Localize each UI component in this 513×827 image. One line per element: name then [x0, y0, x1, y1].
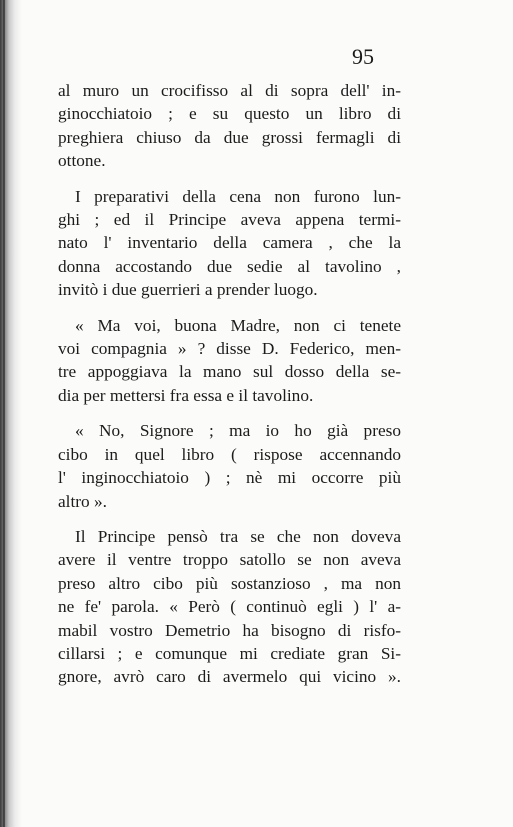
body-text [58, 79, 401, 689]
paragraph [58, 79, 401, 173]
text-line: Il Principe pensò tra se che non doveva [75, 526, 401, 546]
text-line: cibo in quel libro ( rispose accennando [58, 444, 401, 464]
paragraph [58, 525, 401, 689]
text-line: cillarsi ; e comunque mi crediate gran Si- [58, 643, 401, 663]
text-line: preso altro cibo più sostanzioso , ma non [58, 573, 401, 593]
paragraph [58, 314, 401, 408]
text-line: dia per mettersi fra essa e il tavolino. [58, 385, 314, 405]
text-line: gnore, avrò caro di avermelo qui vicino ». [58, 667, 401, 687]
text-line: al muro un crocifisso al di sopra dell' in- [58, 81, 401, 100]
text-line: preghiera chiuso da due grossi fermagli di [58, 127, 401, 147]
text-line: voi compagnia » ? disse D. Federico, men- [58, 339, 401, 359]
text-line: ghi ; ed il Principe aveva appena termi- [58, 210, 401, 230]
text-line: ne fe' parola. « Però ( continuò egli ) l' a- [58, 597, 401, 617]
paragraph [58, 185, 401, 302]
page-number: 95 [352, 44, 374, 69]
text-line: donna accostando due sedie al tavolino , [58, 256, 401, 276]
text-line: « No, Signore ; ma io ho già preso [75, 421, 401, 441]
text-line: ginocchiatoio ; e su questo un libro di [58, 104, 401, 124]
text-line: avere il ventre troppo satollo se non aveva [58, 550, 401, 570]
text-line: altro ». [58, 491, 107, 511]
text-line: I preparativi della cena non furono lun- [75, 186, 401, 206]
paragraph [58, 419, 401, 513]
text-line: invitò i due guerrieri a prender luogo. [58, 280, 318, 300]
text-line: tre appoggiava la mano sul dosso della se- [58, 362, 401, 382]
binding-edge [3, 0, 5, 827]
text-line: nato l' inventario della camera , che la [58, 233, 401, 253]
text-line: ottone. [58, 151, 106, 171]
text-line: l' inginocchiatoio ) ; nè mi occorre più [58, 468, 401, 488]
text-line: mabil vostro Demetrio ha bisogno di risfo- [58, 620, 401, 640]
text-line: « Ma voi, buona Madre, non ci tenete [75, 315, 401, 335]
